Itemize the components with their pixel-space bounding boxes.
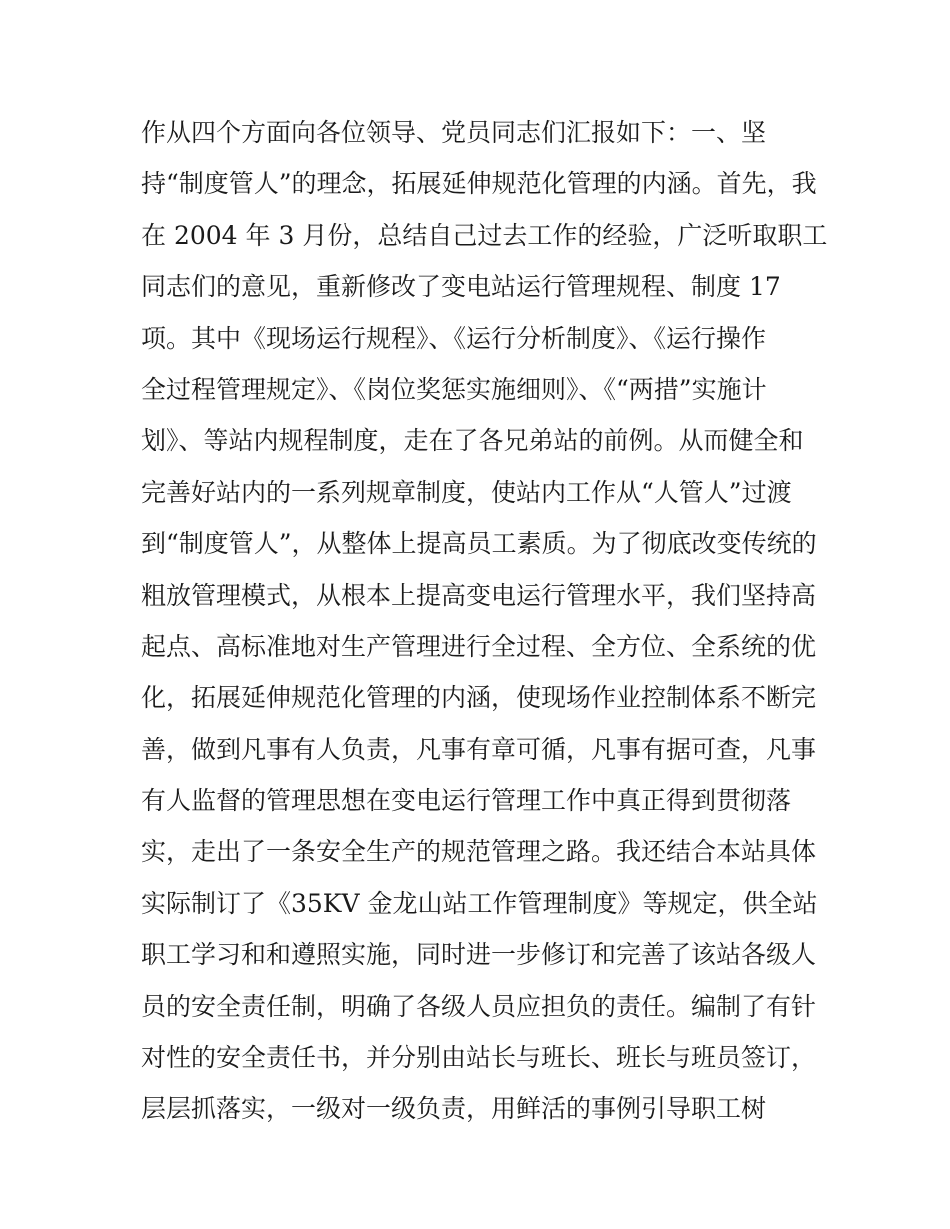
text-line: 化，拓展延伸规范化管理的内涵，使现场作业控制体系不断完: [141, 683, 817, 713]
text-line: 全过程管理规定》、《岗位奖惩实施细则》、《“两措”实施计: [141, 374, 767, 404]
text-line: 实际制订了《35KV 金龙山站工作管理制度》等规定，供全站: [141, 888, 818, 918]
text-line: 到“制度管人”，从整体上提高员工素质。为了彻底改变传统的: [141, 529, 817, 559]
report-paragraph: [141, 107, 841, 1135]
text-line: 员的安全责任制，明确了各级人员应担负的责任。编制了有针: [141, 991, 817, 1021]
text-line: 层层抓落实，一级对一级负责，用鲜活的事例引导职工树: [141, 1094, 767, 1124]
text-line: 粗放管理模式，从根本上提高变电运行管理水平，我们坚持高: [141, 580, 817, 610]
text-line: 同志们的意见，重新修改了变电站运行管理规程、制度 17: [141, 272, 781, 302]
text-line: 划》、等站内规程制度，走在了各兄弟站的前例。从而健全和: [141, 426, 804, 456]
text-line: 善，做到凡事有人负责，凡事有章可循，凡事有据可查，凡事: [141, 734, 817, 764]
text-line: 有人监督的管理思想在变电运行管理工作中真正得到贯彻落: [141, 786, 792, 816]
text-line: 职工学习和和遵照实施，同时进一步修订和完善了该站各级人: [141, 940, 817, 970]
text-line: 在 2004 年 3 月份，总结自己过去工作的经验，广泛听取职工: [141, 220, 828, 250]
text-line: 持“制度管人”的理念，拓展延伸规范化管理的内涵。首先，我: [141, 169, 817, 199]
text-line: 起点、高标准地对生产管理进行全过程、全方位、全系统的优: [141, 631, 817, 661]
text-line: 完善好站内的一系列规章制度，使站内工作从“人管人”过渡: [141, 477, 792, 507]
text-line: 实，走出了一条安全生产的规范管理之路。我还结合本站具体: [141, 837, 817, 867]
text-line: 对性的安全责任书，并分别由站长与班长、班长与班员签订，: [141, 1043, 817, 1073]
text-line: 作从四个方面向各位领导、党员同志们汇报如下：一、坚: [141, 118, 767, 147]
text-line: 项。其中《现场运行规程》、《运行分析制度》、《运行操作: [141, 323, 767, 353]
